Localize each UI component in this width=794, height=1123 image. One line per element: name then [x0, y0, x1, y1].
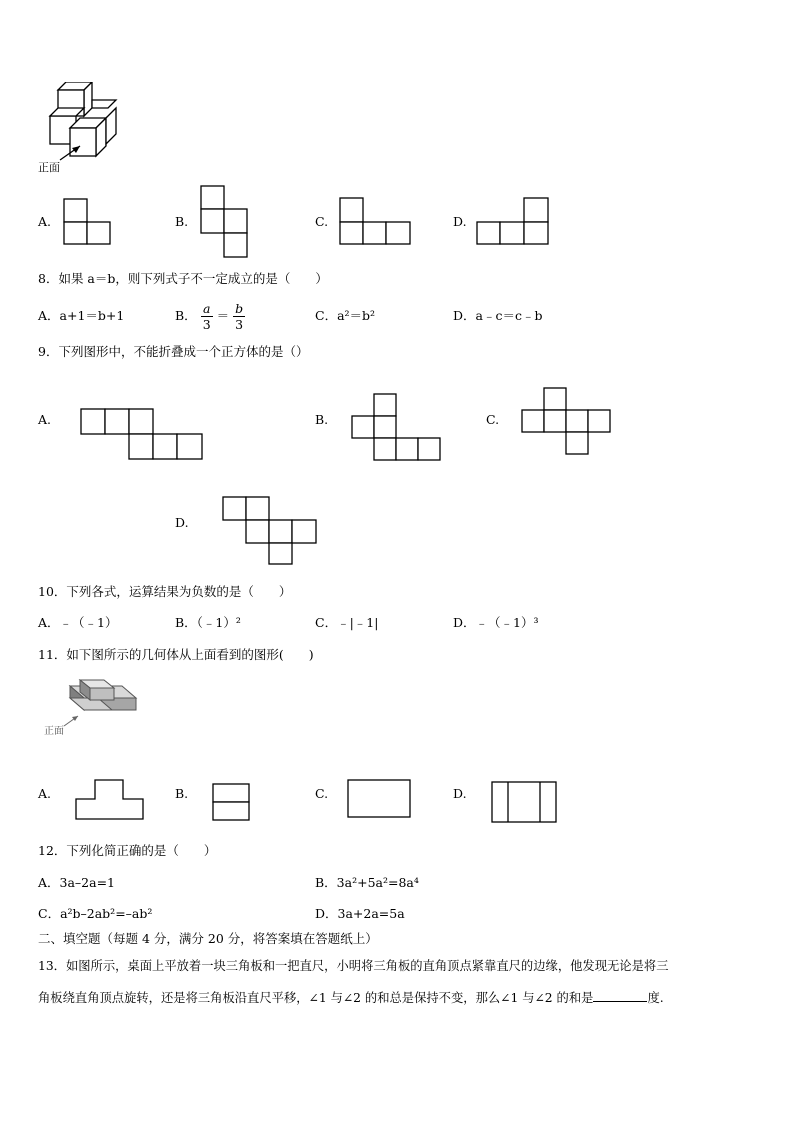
- q11-option-a-label: A.: [38, 786, 52, 801]
- q8-option-d: D．a﹣c＝c﹣b: [453, 308, 543, 323]
- q7-option-b-label: B.: [175, 214, 189, 229]
- q9-option-d-label: D.: [175, 515, 189, 530]
- q7-option-d-figure: [476, 197, 552, 246]
- q11-option-c-label: C.: [315, 786, 329, 801]
- q12-option-c: C．a²b–2ab²=–ab²: [38, 906, 153, 921]
- q9-stem: 9．下列图形中，不能折叠成一个正方体的是（）: [38, 344, 309, 359]
- q8-fraction-right-num: b: [235, 301, 244, 316]
- q7-option-c-figure: [339, 197, 413, 246]
- q8-option-c: C．a²＝b²: [315, 308, 376, 323]
- q13-line2-text: 角板绕直角顶点旋转，还是将三角板沿直尺平移，∠1 与∠2 的和总是保持不变，那么∠1 与∠2 的和是: [38, 991, 594, 1005]
- q8-stem: 8．如果 a＝b，则下列式子不一定成立的是（ ）: [38, 271, 328, 286]
- q11-option-b-figure: [212, 783, 252, 823]
- q13-answer-blank[interactable]: [593, 989, 647, 1002]
- q9-option-b-label: B.: [315, 412, 329, 427]
- q10-option-b: B．（﹣1）²: [175, 615, 241, 630]
- q8-equals: ＝: [216, 308, 230, 323]
- q9-option-c-label: C.: [486, 412, 500, 427]
- q12-option-d: D．3a+2a=5a: [315, 906, 405, 921]
- q9-option-d-figure: [222, 496, 320, 566]
- q8-option-b-label: B．: [175, 308, 197, 323]
- q8-fraction-right-den: 3: [235, 317, 244, 332]
- q8-fraction-left-den: 3: [202, 317, 211, 332]
- q12-option-b: B．3a²+5a²=8a⁴: [315, 875, 419, 890]
- q8-option-b: [175, 299, 245, 333]
- q10-option-d: D．﹣（﹣1）³: [453, 615, 539, 630]
- section-2-title: 二、填空题（每题 4 分，满分 20 分，将答案填在答题纸上）: [38, 931, 378, 946]
- q10-stem: 10．下列各式，运算结果为负数的是（ ）: [38, 584, 292, 599]
- q11-option-d-figure: [491, 781, 561, 825]
- q12-stem: 12．下列化简正确的是（ ）: [38, 843, 217, 858]
- q11-option-a-figure: [75, 779, 147, 823]
- q13-line2: [38, 989, 664, 1006]
- q9-option-a-label: A.: [38, 412, 52, 427]
- q11-stem: 11．如下图所示的几何体从上面看到的图形( ): [38, 647, 314, 662]
- q13-line1: 13．如图所示，桌面上平放着一块三角板和一把直尺，小明将三角板的直角顶点紧靠直尺的边缘，他发现无论是将三: [38, 959, 669, 973]
- q8-fraction-right: [233, 302, 245, 331]
- q8-fraction-left: [201, 302, 213, 331]
- q10-option-a: A．﹣（﹣1）: [38, 615, 118, 630]
- q11-option-d-label: D.: [453, 786, 467, 801]
- q7-option-a-figure: [63, 198, 113, 246]
- q9-option-c-figure: [521, 387, 613, 457]
- q11-front-label: 正面: [44, 726, 64, 737]
- q10-option-c: C．﹣|﹣1|: [315, 615, 379, 630]
- q11-option-c-figure: [347, 779, 413, 821]
- q8-fraction-left-num: a: [202, 301, 211, 316]
- q7-option-b-figure: [200, 185, 250, 259]
- q12-option-a: A．3a–2a=1: [38, 875, 116, 890]
- q9-option-b-figure: [351, 393, 443, 463]
- q9-option-a-figure: [80, 408, 206, 462]
- q13-tail: 度.: [647, 991, 664, 1005]
- q7-front-label: 正面: [38, 161, 60, 174]
- q11-option-b-label: B.: [175, 786, 189, 801]
- q7-option-c-label: C.: [315, 214, 329, 229]
- q7-option-a-label: A.: [38, 214, 52, 229]
- q8-option-a: A．a+1＝b+1: [38, 308, 125, 323]
- q7-option-d-label: D.: [453, 214, 467, 229]
